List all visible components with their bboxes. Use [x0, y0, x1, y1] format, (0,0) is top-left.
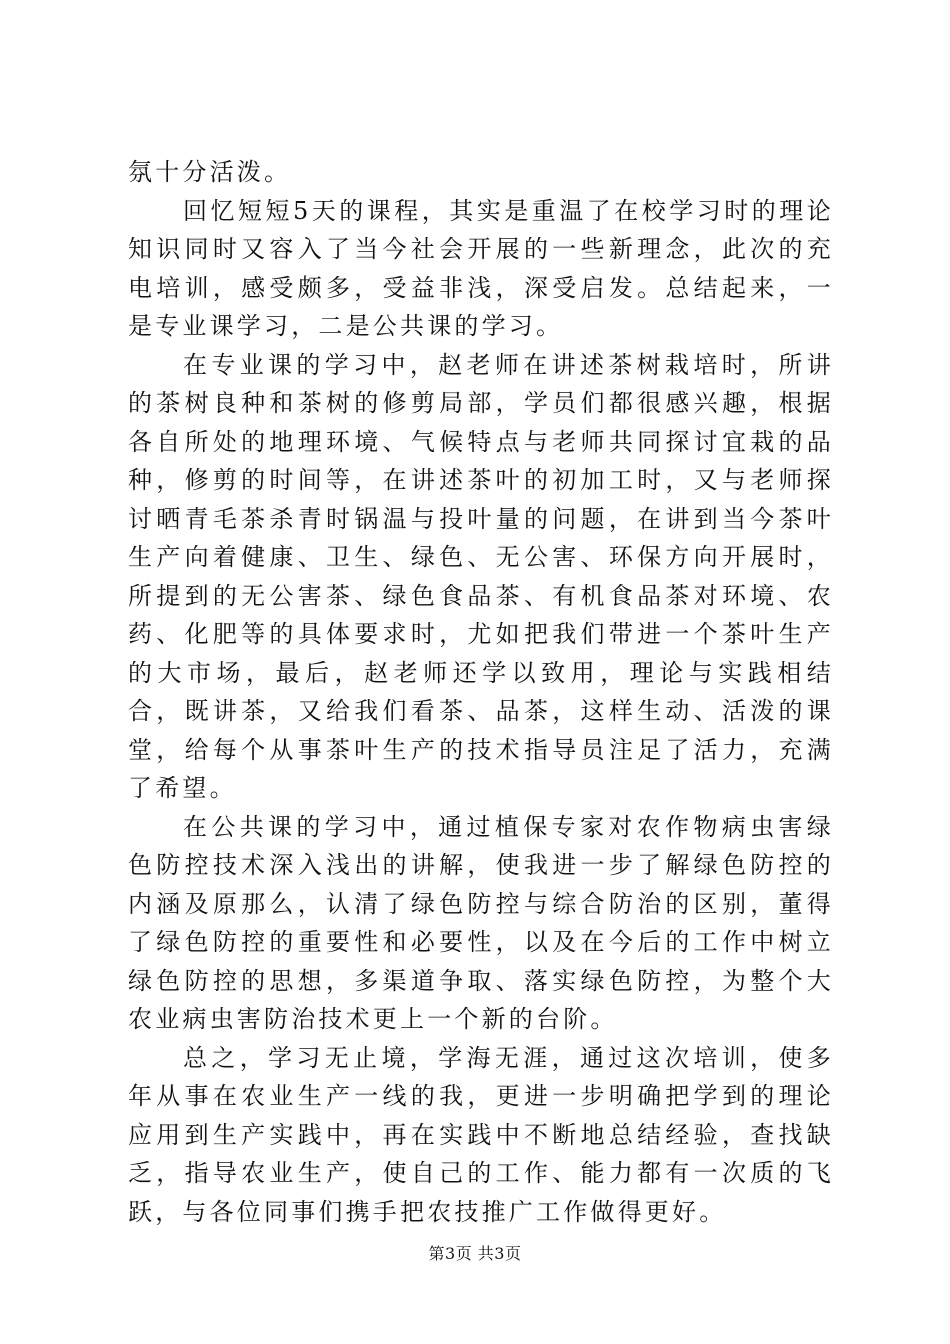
- page-footer: 第3页 共3页: [428, 1244, 522, 1263]
- paragraph-continuation: 氛十分活泼。: [128, 158, 292, 186]
- document-body: [128, 153, 834, 1231]
- paragraph-specialized-course: 在专业课的学习中，赵老师在讲述茶树栽培时，所讲的茶树良种和茶树的修剪局部，学员们都很感兴趣，根据各自所处的地理环境、气候特点与老师共同探讨宜栽的品种，修剪的时间等，在讲述茶叶的初加工时，又与老师探讨晒青毛茶杀青时锅温与投叶量的问题，在讲到当今茶叶生产向着健康、卫生、绿色、无公害、环保方向开展时，所提到的无公害茶、绿色食品茶、有机食品茶对环境、农药、化肥等的具体要求时，尤如把我们带进一个茶叶生产的大市场，最后，赵老师还学以致用，理论与实践相结合，既讲茶，又给我们看茶、品茶，这样生动、活泼的课堂，给每个从事茶叶生产的技术指导员注足了活力，充满了希望。: [128, 350, 834, 802]
- paragraph-conclusion: 总之，学习无止境，学海无涯，通过这次培训，使多年从事在农业生产一线的我，更进一步明确把学到的理论应用到生产实践中，再在实践中不断地总结经验，查找缺乏，指导农业生产，使自己的工作、能力都有一次质的飞跃，与各位同事们携手把农技推广工作做得更好。: [128, 1043, 834, 1226]
- paragraph-course-review: 回忆短短5天的课程，其实是重温了在校学习时的理论知识同时又容入了当今社会开展的一些新理念，此次的充电培训，感受颇多，受益非浅，深受启发。总结起来，一是专业课学习，二是公共课的学习。: [128, 196, 834, 340]
- paragraph-public-course: 在公共课的学习中，通过植保专家对农作物病虫害绿色防控技术深入浅出的讲解，使我进一步了解绿色防控的内涵及原那么，认清了绿色防控与综合防治的区别，董得了绿色防控的重要性和必要性，以及在今后的工作中树立绿色防控的思想，多渠道争取、落实绿色防控，为整个大农业病虫害防治技术更上一个新的台阶。: [128, 812, 834, 1033]
